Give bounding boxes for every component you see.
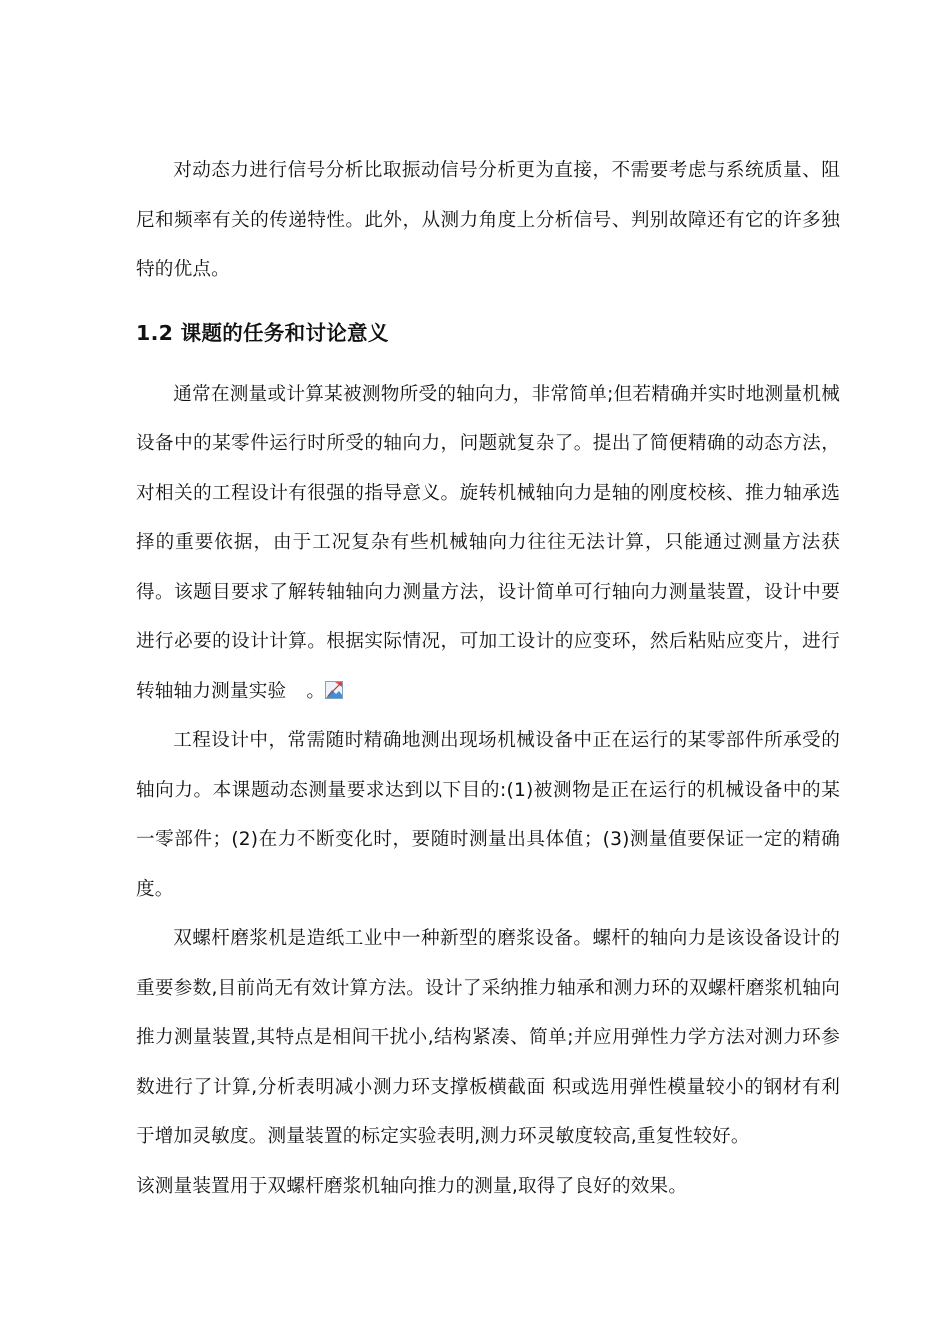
task-paragraph-4: 该测量装置用于双螺杆磨浆机轴向推力的测量,取得了良好的效果。 [136, 1175, 688, 1197]
task-paragraph-2: 工程设计中，常需随时精确地测出现场机械设备中正在运行的某零部件所承受的轴向力。本课题动态测量要求达到以下目的:(1)被测物是正在运行的机械设备中的某一零部件；(2)在力不断变化时，要随时测量出具体值；(3)测量值要保证一定的精确度。 [136, 730, 840, 900]
task-paragraph-1-text: 通常在测量或计算某被测物所受的轴向力，非常简单;但若精确并实时地测量机械设备中的某零件运行时所受的轴向力，问题就复杂了。提出了简便精确的动态方法，对相关的工程设计有很强的指导意义。旋转机械轴向力是轴的刚度校核、推力轴承选择的重要依据，由于工况复杂有些机械轴向力往往无法计算，只能通过测量方法获得。该题目要求了解转轴轴向力测量方法，设计简单可行轴向力测量装置，设计中要进行必要的设计计算。根据实际情况，可加工设计的应变环，然后粘贴应变片，进行转轴轴力测量实验 [136, 383, 840, 702]
document-body [136, 146, 840, 1211]
task-paragraph-1 [136, 370, 840, 717]
section-heading: 1.2 课题的任务和讨论意义 [136, 320, 389, 345]
task-paragraph-3: 双螺杆磨浆机是造纸工业中一种新型的磨浆设备。螺杆的轴向力是该设备设计的重要参数,目前尚无有效计算方法。设计了采纳推力轴承和测力环的双螺杆磨浆机轴向推力测量装置,其特点是相间干扰小,结构紧凑、简单;并应用弹性力学方法对测力环参数进行了计算,分析表明减小测力环支撑板横截面 积或选用弹性模量较小的钢材有利于增加灵敏度。测量装置的标定实验表明,测力环灵敏度较高,重复性较好。 [136, 928, 840, 1147]
broken-image-icon [287, 669, 305, 687]
intro-paragraph: 对动态力进行信号分析比取振动信号分析更为直接，不需要考虑与系统质量、阻尼和频率有关的传递特性。此外，从测力角度上分析信号、判别故障还有它的许多独特的优点。 [136, 160, 840, 280]
task-paragraph-1-tail: 。 [306, 680, 326, 702]
